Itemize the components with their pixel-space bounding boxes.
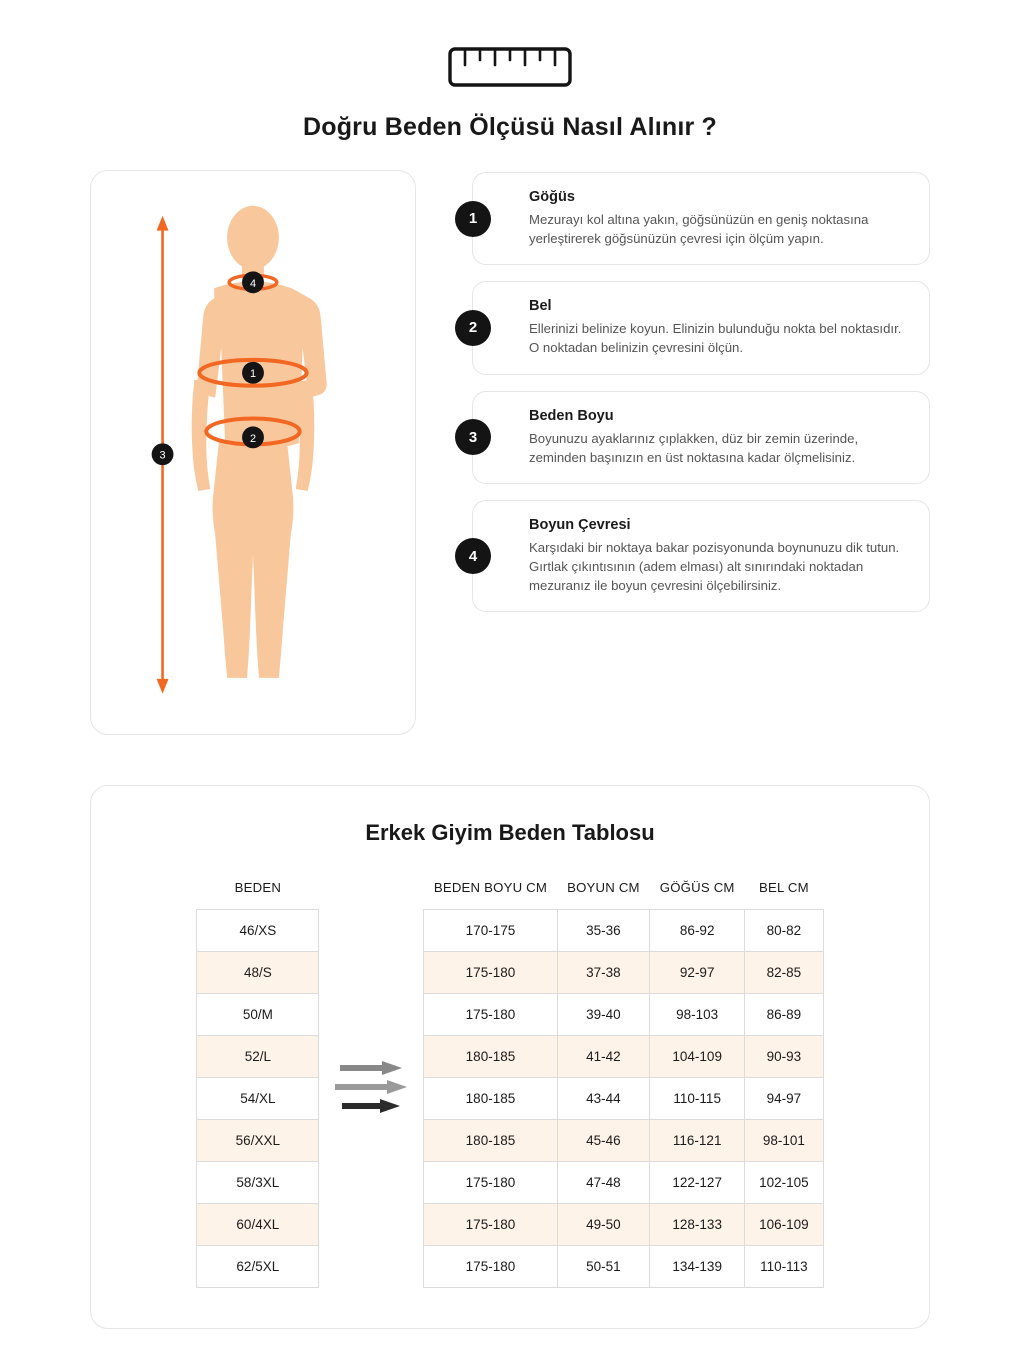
measurement-table-body: [424, 910, 823, 1288]
table-row: [197, 1120, 319, 1162]
cell-gogus: 122-127: [650, 1162, 745, 1204]
column-header-boyun: BOYUN CM: [567, 880, 640, 895]
column-header-gogus: GÖĞÜS CM: [659, 880, 735, 895]
step-description: Ellerinizi belinize koyun. Elinizin bulunduğu nokta bel noktasıdır. O noktadan belinizin çevresini ölçün.: [529, 321, 902, 356]
column-header-bel: BEL CM: [758, 880, 809, 895]
step-item-bel: [468, 281, 930, 374]
size-cell: 46/XS: [197, 910, 319, 952]
step-title: Bel: [529, 298, 552, 315]
step-title: Göğüs: [529, 189, 575, 205]
steps-list: [468, 170, 930, 735]
size-cell: 60/4XL: [197, 1204, 319, 1246]
cell-bel: 106-109: [745, 1204, 824, 1246]
cell-gogus: 104-109: [650, 1036, 745, 1078]
table-row: [197, 994, 319, 1036]
svg-text:3: 3: [159, 449, 166, 462]
table-row: [424, 1036, 823, 1078]
table-row: [424, 1246, 823, 1288]
table-row: [424, 1078, 823, 1120]
cell-boyun: 43-44: [557, 1078, 650, 1120]
table-row: [197, 1204, 319, 1246]
step-item-gogus: [468, 172, 930, 265]
cell-beden-boyu: 180-185: [424, 1078, 557, 1120]
size-table-layout: [121, 872, 899, 1288]
arrow-right-icon: [335, 1080, 407, 1092]
table-row: [424, 910, 823, 952]
cell-beden-boyu: 175-180: [424, 1246, 557, 1288]
cell-bel: 80-82: [745, 910, 824, 952]
measurement-table: [423, 872, 823, 1288]
svg-text:1: 1: [249, 368, 257, 381]
arrow-right-icon: [340, 1061, 402, 1073]
step-description: Mezurayı kol altına yakın, göğsünüzün en geniş noktasına yerleştirerek göğsünüzün çevresi için ölçüm yapın.: [529, 212, 869, 247]
cell-gogus: 98-103: [650, 994, 745, 1036]
step-description: Karşıdaki bir noktaya bakar pozisyonunda boynunuzu dik tutun. Gırtlak çıkıntısının (adem elması) alt sınırındaki noktadan mezuranız ile boyun çevresini ölçebilirsiniz.: [529, 539, 900, 594]
table-row: [197, 1162, 319, 1204]
size-column-table: [196, 872, 319, 1288]
cell-gogus: 110-115: [650, 1078, 745, 1120]
table-row: [197, 952, 319, 994]
male-body-measurement-figure: [91, 171, 415, 733]
cell-boyun: 50-51: [557, 1246, 650, 1288]
step-item-boyun-cevresi: [468, 500, 930, 612]
cell-bel: 102-105: [745, 1162, 824, 1204]
cell-boyun: 49-50: [557, 1204, 650, 1246]
arrow-group: [319, 1049, 423, 1111]
size-cell: 62/5XL: [197, 1246, 319, 1288]
step-number-badge: 4: [455, 538, 491, 574]
size-column-body: [197, 910, 319, 1288]
page-title: Doğru Beden Ölçüsü Nasıl Alınır ?: [302, 113, 718, 141]
table-row: [424, 1162, 823, 1204]
size-cell: 54/XL: [197, 1078, 319, 1120]
cell-boyun: 39-40: [557, 994, 650, 1036]
size-cell: 58/3XL: [197, 1162, 319, 1204]
step-number-badge: 2: [455, 310, 491, 346]
cell-beden-boyu: 170-175: [424, 910, 557, 952]
cell-gogus: 86-92: [650, 910, 745, 952]
arrow-right-icon: [342, 1099, 400, 1111]
cell-beden-boyu: 180-185: [424, 1120, 557, 1162]
step-title: Boyun Çevresi: [529, 516, 631, 533]
cell-beden-boyu: 175-180: [424, 1162, 557, 1204]
cell-gogus: 116-121: [650, 1120, 745, 1162]
table-row: [424, 1204, 823, 1246]
ruler-icon: [448, 46, 572, 88]
cell-beden-boyu: 180-185: [424, 1036, 557, 1078]
size-cell: 48/S: [197, 952, 319, 994]
size-cell: 52/L: [197, 1036, 319, 1078]
step-title: Beden Boyu: [529, 407, 614, 424]
column-header-beden-boyu: BEDEN BOYU CM: [433, 880, 548, 895]
column-header-beden: BEDEN: [234, 880, 282, 895]
cell-bel: 110-113: [745, 1246, 824, 1288]
cell-bel: 98-101: [745, 1120, 824, 1162]
cell-boyun: 47-48: [557, 1162, 650, 1204]
body-figure-card: [90, 170, 416, 735]
table-row: [424, 994, 823, 1036]
table-row: [197, 910, 319, 952]
ruler-icon-wrapper: [0, 0, 1020, 88]
cell-bel: 90-93: [745, 1036, 824, 1078]
svg-text:2: 2: [249, 432, 257, 445]
size-cell: 50/M: [197, 994, 319, 1036]
table-row: [424, 952, 823, 994]
measurement-instructions-section: [0, 142, 1020, 735]
step-description: Boyunuzu ayaklarınız çıplakken, düz bir zemin üzerinde, zeminden başınızın en üst noktasına kadar ölçmelisiniz.: [529, 430, 859, 465]
size-table-card: [90, 785, 930, 1329]
size-cell: 56/XXL: [197, 1120, 319, 1162]
step-item-beden-boyu: [468, 391, 930, 484]
cell-boyun: 37-38: [557, 952, 650, 994]
cell-beden-boyu: 175-180: [424, 994, 557, 1036]
svg-text:4: 4: [249, 277, 257, 290]
step-number-badge: 3: [455, 419, 491, 455]
cell-gogus: 134-139: [650, 1246, 745, 1288]
table-row: [424, 1120, 823, 1162]
cell-boyun: 35-36: [557, 910, 650, 952]
cell-beden-boyu: 175-180: [424, 952, 557, 994]
size-table-title: Erkek Giyim Beden Tablosu: [365, 820, 655, 845]
table-row: [197, 1246, 319, 1288]
cell-bel: 82-85: [745, 952, 824, 994]
step-number-badge: 1: [455, 201, 491, 237]
cell-boyun: 41-42: [557, 1036, 650, 1078]
table-row: [197, 1036, 319, 1078]
cell-gogus: 92-97: [650, 952, 745, 994]
cell-gogus: 128-133: [650, 1204, 745, 1246]
cell-bel: 94-97: [745, 1078, 824, 1120]
cell-bel: 86-89: [745, 994, 824, 1036]
cell-boyun: 45-46: [557, 1120, 650, 1162]
table-row: [197, 1078, 319, 1120]
cell-beden-boyu: 175-180: [424, 1204, 557, 1246]
